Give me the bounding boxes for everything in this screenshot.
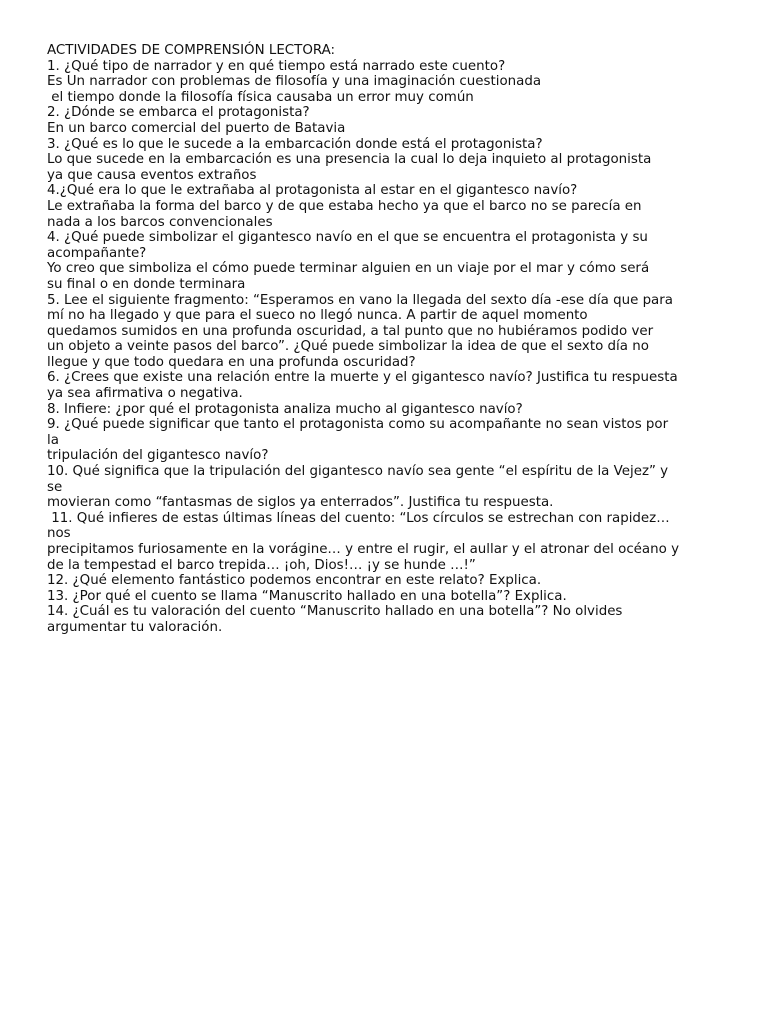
document-heading: ACTIVIDADES DE COMPRENSIÓN LECTORA: xyxy=(47,43,336,58)
text-line: llegue y que todo quedara en una profunda oscuridad? xyxy=(47,354,416,370)
text-line: 1. ¿Qué tipo de narrador y en qué tiempo está narrado este cuento? xyxy=(47,58,506,74)
text-line: 13. ¿Por qué el cuento se llama “Manuscrito hallado en una botella”? Explica. xyxy=(47,588,567,604)
text-line: En un barco comercial del puerto de Batavia xyxy=(47,120,346,136)
text-line: ya que causa eventos extraños xyxy=(47,167,257,183)
document-text xyxy=(47,43,747,636)
text-line: de la tempestad el barco trepida… ¡oh, Dios!… ¡y se hunde …!” xyxy=(47,557,476,573)
text-line: quedamos sumidos en una profunda oscuridad, a tal punto que no hubiéramos podido ver xyxy=(47,323,654,339)
text-line: tripulación del gigantesco navío? xyxy=(47,448,269,464)
text-line: su final o en donde terminara xyxy=(47,276,246,292)
text-line: 6. ¿Crees que existe una relación entre la muerte y el gigantesco navío? Justifica tu respuesta xyxy=(47,370,678,386)
text-line: acompañante? xyxy=(47,245,147,261)
text-line: 11. Qué infieres de estas últimas líneas del cuento: “Los círculos se estrechan con rapidez… xyxy=(47,510,670,526)
text-line: nos xyxy=(47,526,71,542)
text-line: 4.¿Qué era lo que le extrañaba al protagonista al estar en el gigantesco navío? xyxy=(47,183,578,199)
text-line: mí no ha llegado y que para el sueco no llegó nunca. A partir de aquel momento xyxy=(47,308,588,324)
text-line: 5. Lee el siguiente fragmento: “Esperamos en vano la llegada del sexto día -ese día que para xyxy=(47,292,673,308)
text-line: movieran como “fantasmas de siglos ya enterrados”. Justifica tu respuesta. xyxy=(47,495,554,511)
text-line: Le extrañaba la forma del barco y de que estaba hecho ya que el barco no se parecía en xyxy=(47,198,642,214)
text-line: 3. ¿Qué es lo que le sucede a la embarcación donde está el protagonista? xyxy=(47,136,543,152)
text-line: nada a los barcos convencionales xyxy=(47,214,273,230)
text-line: 4. ¿Qué puede simbolizar el gigantesco navío en el que se encuentra el protagonista y su xyxy=(47,230,648,246)
text-line: ya sea afirmativa o negativa. xyxy=(47,386,243,402)
text-line: 10. Qué significa que la tripulación del gigantesco navío sea gente “el espíritu de la Vejez” y xyxy=(47,464,669,480)
text-line: Es Un narrador con problemas de filosofía y una imaginación cuestionada xyxy=(47,74,542,90)
text-line: 12. ¿Qué elemento fantástico podemos encontrar en este relato? Explica. xyxy=(47,573,542,589)
text-line: 9. ¿Qué puede significar que tanto el protagonista como su acompañante no sean vistos por xyxy=(47,417,669,433)
text-line: 14. ¿Cuál es tu valoración del cuento “Manuscrito hallado en una botella”? No olvides xyxy=(47,604,623,620)
text-line: precipitamos furiosamente en la vorágine… y entre el rugir, el aullar y el atronar del océano y xyxy=(47,542,679,557)
text-line: Yo creo que simboliza el cómo puede terminar alguien en un viaje por el mar y cómo será xyxy=(47,261,650,277)
text-line: se xyxy=(47,479,63,495)
text-line: el tiempo donde la filosofía física causaba un error muy común xyxy=(47,89,474,105)
text-line: 2. ¿Dónde se embarca el protagonista? xyxy=(47,105,310,121)
text-line: argumentar tu valoración. xyxy=(47,619,223,635)
text-line: un objeto a veinte pasos del barco”. ¿Qué puede simbolizar la idea de que el sexto día no xyxy=(47,339,649,355)
text-line: Lo que sucede en la embarcación es una presencia la cual lo deja inquieto al protagonista xyxy=(47,152,652,168)
text-line: la xyxy=(47,432,59,448)
text-line: 8. Infiere: ¿por qué el protagonista analiza mucho al gigantesco navío? xyxy=(47,401,523,417)
